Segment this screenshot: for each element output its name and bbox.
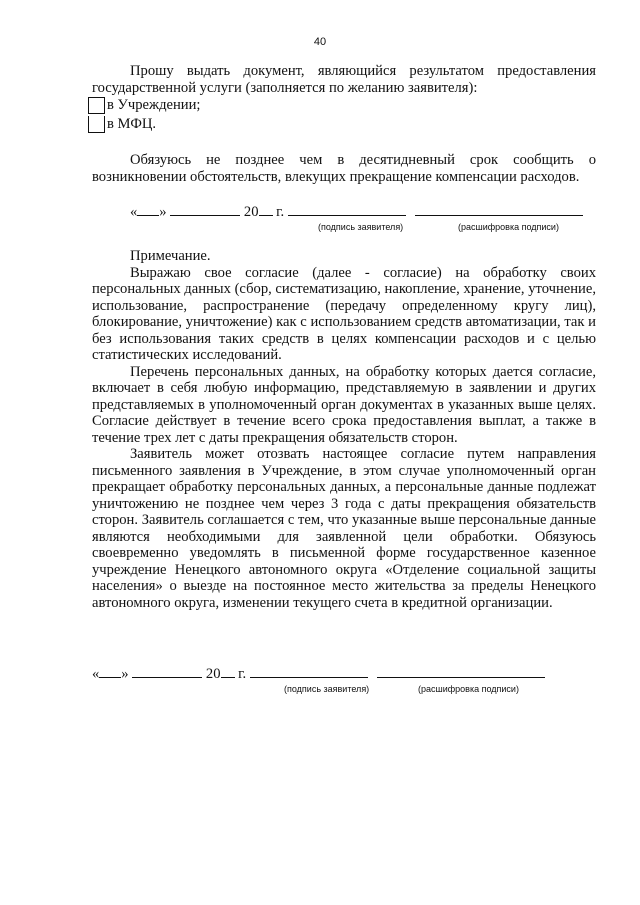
note-section [92, 248, 596, 611]
note-paragraph-2: Перечень персональных данных, на обработку которых дается согласие, включает в себя любую информацию, представляемую в заявлении и других представляемых в уполномоченный орган документах в указанных выше целях. Согласие действует в течение всего срока предоставления выплат, а также в течение трех лет с даты прекращения обязательств сторон. [92, 363, 596, 446]
decoding-caption-2: (расшифровка подписи) [418, 684, 519, 694]
signature-caption-1: (подпись заявителя) [318, 222, 404, 232]
mfc-checkbox[interactable] [88, 116, 105, 133]
signature-line-1: « » 20 г. [130, 203, 583, 220]
institution-checkbox[interactable] [88, 97, 105, 114]
option-mfc-label: в МФЦ. [107, 116, 157, 133]
signature-line-2: « » 20 г. [92, 665, 545, 682]
year-field-2[interactable] [221, 665, 235, 678]
day-field-2[interactable] [99, 665, 121, 678]
option-mfc[interactable] [88, 115, 596, 134]
note-title: Примечание. [130, 248, 211, 264]
page-number: 40 [313, 36, 327, 48]
request-section [92, 63, 596, 134]
year-field-1[interactable] [259, 203, 273, 216]
signature-caption-2: (подпись заявителя) [284, 684, 370, 694]
option-institution-label: в Учреждении; [107, 97, 201, 114]
month-field-1[interactable] [170, 203, 240, 216]
decoding-field-1[interactable] [415, 203, 583, 216]
note-paragraph-1: Выражаю свое согласие (далее - согласие) на обработку своих персональных данных (сбор, систематизацию, накопление, хранение, уточнение, использование, распространение (передачу определенному кругу лиц), блокирование, уничтожение) как с использованием средств автоматизации, так и без использования таких средств в целях компенсации расходов и с целью статистических исследований. [92, 264, 596, 363]
signature-field-1[interactable] [288, 203, 406, 216]
option-institution[interactable] [88, 96, 596, 115]
decoding-caption-1: (расшифровка подписи) [458, 222, 559, 232]
decoding-field-2[interactable] [377, 665, 545, 678]
request-text: Прошу выдать документ, являющийся результатом предоставления государственной услуги (заполняется по желанию заявителя): [92, 63, 596, 96]
day-field-1[interactable] [137, 203, 159, 216]
month-field-2[interactable] [132, 665, 202, 678]
obligation-section [92, 152, 596, 185]
signature-field-2[interactable] [250, 665, 368, 678]
note-paragraph-3: Заявитель может отозвать настоящее согласие путем направления письменного заявления в Учреждение, в этом случае уполномоченный орган прекращает обработку персональных данных, а персональные данные подлежат уничтожению не позднее чем через 3 года с даты прекращения обязательств сторон. Заявитель соглашается с тем, что указанные выше персональные данные являются необходимыми для заявленной цели обработки. Обязуюсь своевременно уведомлять в письменной форме государственное казенное учреждение Ненецкого автономного округа «Отделение социальной защиты населения» о выезде на постоянное место жительства за пределы Ненецкого автономного округа, изменении текущего счета в кредитной организации. [92, 446, 596, 611]
obligation-text: Обязуюсь не позднее чем в десятидневный срок сообщить о возникновении обстоятельств, влекущих прекращение компенсации расходов. [92, 152, 596, 185]
